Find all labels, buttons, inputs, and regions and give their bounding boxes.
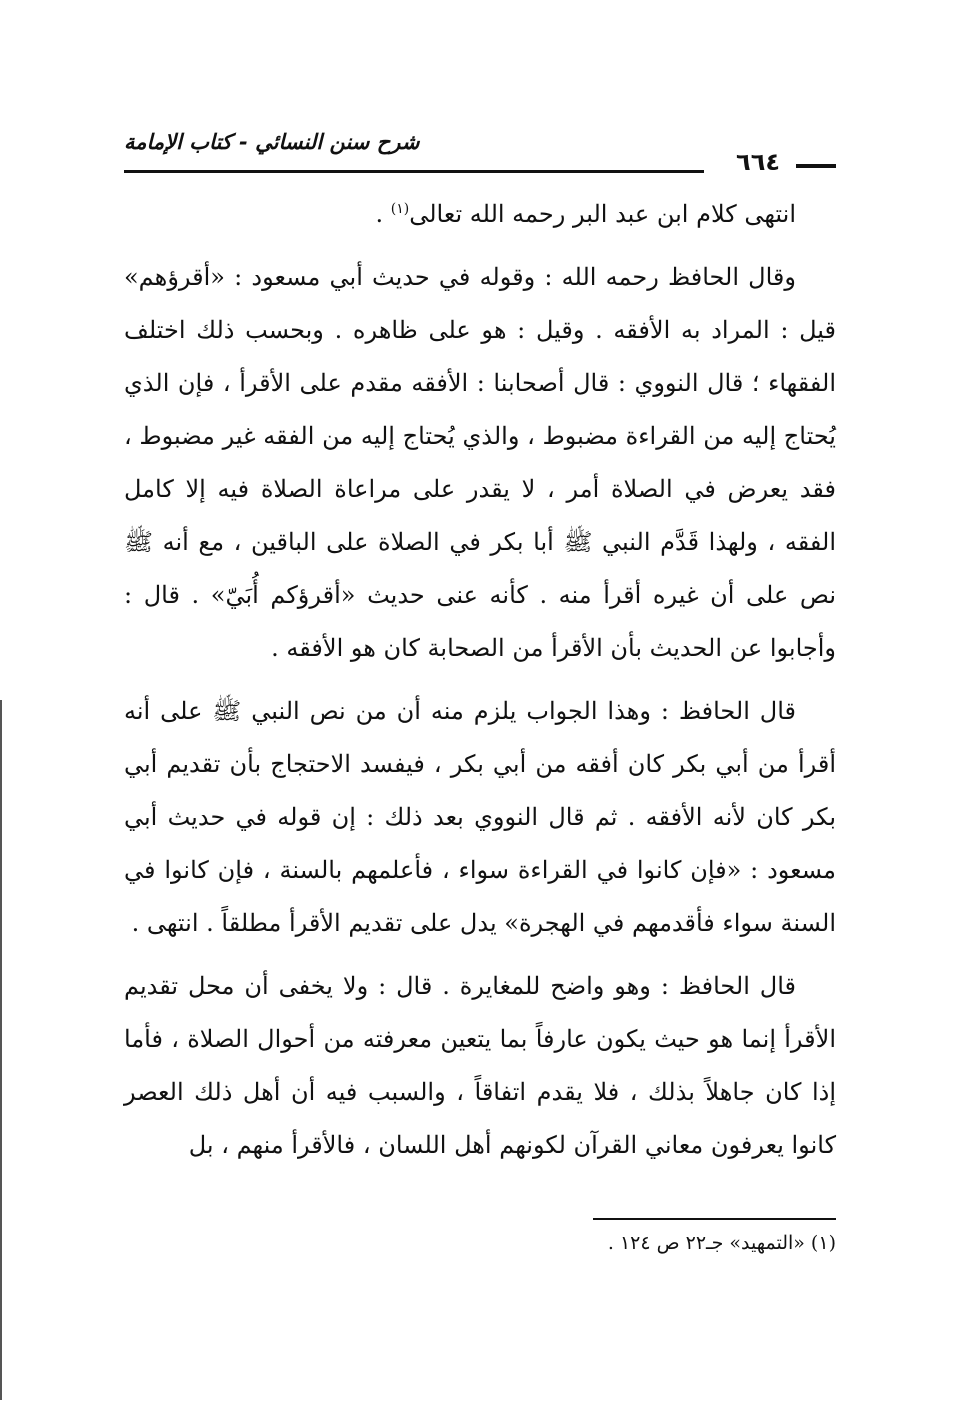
paragraph-3: قال الحافظ : وهذا الجواب يلزم منه أن من نص النبي ﷺ على أنه أقرأ من أبي بكر كان أفقه من أبي بكر ، فيفسد الاحتجاج بأن تقديم أبي بكر كان لأنه الأفقه . ثم قال النووي بعد ذلك : إن قوله في حديث أبي مسعود : «فإن كانوا في القراءة سواء ، فأعلمهم بالسنة ، فإن كانوا في السنة سواء فأقدمهم في الهجرة» يدل على تقديم الأقرأ مطلقاً . انتهى . — [124, 697, 836, 937]
paragraph-4: قال الحافظ : وهو واضح للمغايرة . قال : ولا يخفى أن محل تقديم الأقرأ إنما هو حيث يكون عارفاً بما يتعين معرفته من أحوال الصلاة ، فأما إذا كان جاهلاً بذلك ، فلا يقدم اتفاقاً ، والسبب فيه أن أهل ذلك العصر كانوا يعرفون معاني القرآن لكونهم أهل اللسان ، فالأقرأ منهم ، بل — [124, 972, 836, 1159]
running-title: شرح سنن النسائي - كتاب الإمامة — [124, 130, 420, 154]
body-text — [124, 188, 836, 1172]
header-rule — [124, 170, 704, 173]
page-number: ٦٦٤ — [736, 148, 780, 176]
footnote: (١) «التمهيد» جـ٢٢ ص ١٢٤ . — [607, 1232, 836, 1254]
paragraph-1-tail: . — [375, 200, 391, 228]
paragraph-1-text: انتهى كلام ابن عبد البر رحمه الله تعالى — [409, 200, 796, 228]
paragraph-1 — [124, 188, 836, 241]
page-header — [124, 122, 836, 182]
footnote-rule — [593, 1218, 836, 1220]
paragraph-2: وقال الحافظ رحمه الله : وقوله في حديث أبي مسعود : «أقرؤهم» قيل : المراد به الأفقه . وقيل : هو على ظاهره . وبحسب ذلك اختلف الفقهاء ؛ قال النووي : قال أصحابنا : الأفقه مقدم على الأقرأ ، فإن الذي يُحتاج إليه من القراءة مضبوط ، والذي يُحتاج إليه من الفقه غير مضبوط ، فقد يعرض في الصلاة أمر ، لا يقدر على مراعاة الصلاة فيه إلا كامل الفقه ، ولهذا قَدَّم النبي ﷺ أبا بكر في الصلاة على الباقين ، مع أنه ﷺ نص على أن غيره أقرأ منه . كأنه عنى حديث «أقرؤكم أُبَيّ» . قال : وأجابوا عن الحديث بأن الأقرأ من الصحابة كان هو الأفقه . — [124, 263, 836, 662]
scan-edge — [0, 700, 2, 1400]
page-number-dash — [796, 164, 836, 168]
footnote-reference: (١) — [390, 201, 410, 217]
